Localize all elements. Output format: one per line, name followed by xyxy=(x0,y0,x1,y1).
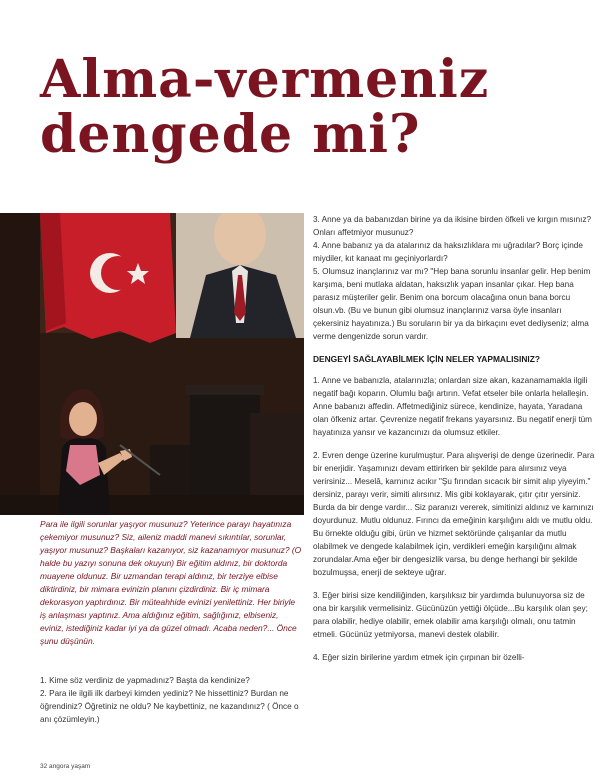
right-column xyxy=(313,213,596,674)
question-5: 5. Olumsuz inançlarınız var mı? "Hep bana sorunlu insanlar gelir. Hep benim karşıma, beni mutlaka aldatan, haksızlık yapan insanlar çıkar. Hep bana parasız müşteriler gelir. Benim ona borcum olacağına onun bana borcu olsun.vb. (Bu ve bunun gibi olumsuz inançlarınız varsa öyle insanları çekersiniz hayatınıza.) Bu soruların bir ya da birkaçını evet dediyseniz; alma verme dengenizde sorun vardır. xyxy=(313,267,591,341)
question-4: 4. Anne babanız ya da atalarınız da haksızlıklara mı uğradılar? Borç içinde miydiler, kıt kanaat mı geçiniyorlardı? xyxy=(313,241,583,263)
page-footer: 32 angora yaşam xyxy=(40,763,91,770)
step-3: 3. Eğer birisi size kendiliğinden, karşılıksız bir yardımda bulunuyorsa siz de ona bir karşılık vermelisiniz. Gücünüzün yettiği ölçüde...Bu karşılık olan şey; para olabilir, hediye olabilir, emek olabilir ama karşılığı olmalı, onu tatmin etmeli. Gücünüz yetmiyorsa, manevi destek olabilir. xyxy=(313,591,588,639)
article-title: Alma-vermeniz dengede mi? xyxy=(40,49,490,165)
step-4: 4. Eğer sizin birilerine yardım etmek için çırpınan bir özelli- xyxy=(313,653,525,662)
step-1: 1. Anne ve babanızla, atalarınızla; onlardan size akan, kazanamamakla ilgili negatif bağı koparın. Olumlu bağı artırın. Vefat etseler bile onlarla helalleşin. Anne babanızı affedin. Affetmediğiniz sürece, kendinize, hayata, Yaradana olan öfkeniz artar. Çevrenize negatif frekans yayarsınız. Bu negatif enerji tüm hayatınıza yansır ve kazancınızı da olumsuz etkiler. xyxy=(313,376,592,437)
left-column xyxy=(40,674,302,726)
article-photo xyxy=(0,213,304,515)
photo-caption: Para ile ilgili sorunlar yaşıyor musunuz? Yeterince parayı hayatınıza çekemiyor musunuz? Siz, aileniz maddi manevi sıkıntılar, sorunlar, yaşıyor musunuz? Başkaları kazanıyor, siz kazanamıyor musunuz? (O halde bu yazıyı sonuna dek okuyun) Bir eğitim aldınız, bir doktorda muayene oldunuz. Bir uzmandan terapi aldınız, bir terziye elbise diktirdiniz, bir mimara evinizin planını çizdirdiniz. Bir iç mimara dekorasyon yaptırdınız. Bir müteahhide evinizi yenilettiniz. Her biriyle iş anlaşması yaptınız. Ama aldığınız eğitim, sağlığınız, elbiseniz, eviniz, istediğiniz kadar iyi ya da güzel olmadı. Acaba neden?... Önce şunu düşünün. xyxy=(40,519,302,646)
question-2: 2. Para ile ilgili ilk darbeyi kimden yediniz? Ne hissettiniz? Burdan ne öğrendiniz? Öğretiniz ne oldu? Ne kaybettiniz, ne kazandınız? ( Önce o anı çözümleyin.) xyxy=(40,689,299,724)
section-heading: DENGEYİ SAĞLAYABİLMEK İÇİN NELER YAPMALISINIZ? xyxy=(313,354,540,364)
question-1: 1. Kime söz verdiniz de yapmadınız? Başta da kendinize? xyxy=(40,676,250,685)
step-2: 2. Evren denge üzerine kurulmuştur. Para alışverişi de denge üzerinedir. Para bir enerjidir. Yaşamınızı devam ettirirken bir şekilde para alırsınız veya verirsiniz... Meselâ, karnınız acıkır "Şu fırından sıcacık bir simit alıp yiyeyim." dersiniz, parayı verir, simiti alırsınız. Mis gibi koklayarak, çıtır çıtır yersiniz. Burda da bir denge vardır... Siz paranızı vererek, simitinizi aldınız ve karnınızı doyurdunuz. Mutlu oldunuz. Fırıncı da emeğinin karşılığını aldı ve mutlu oldu. Bu örnekte olduğu gibi, ürün ve hizmet sektöründe çalışanlar da mutlu olabilmek ve dengede kalabilmek için, verdikleri emeğin karşılığını almak zorundalar.Ama eğer bir dengesizlik varsa, bu denge herhangi bir şekilde bozulmuşsa, enerji de sekteye uğrar. xyxy=(313,451,595,577)
question-3: 3. Anne ya da babanızdan birine ya da ikisine birden öfkeli ve kırgın mısınız? Onları affetmiyor musunuz? xyxy=(313,215,592,237)
